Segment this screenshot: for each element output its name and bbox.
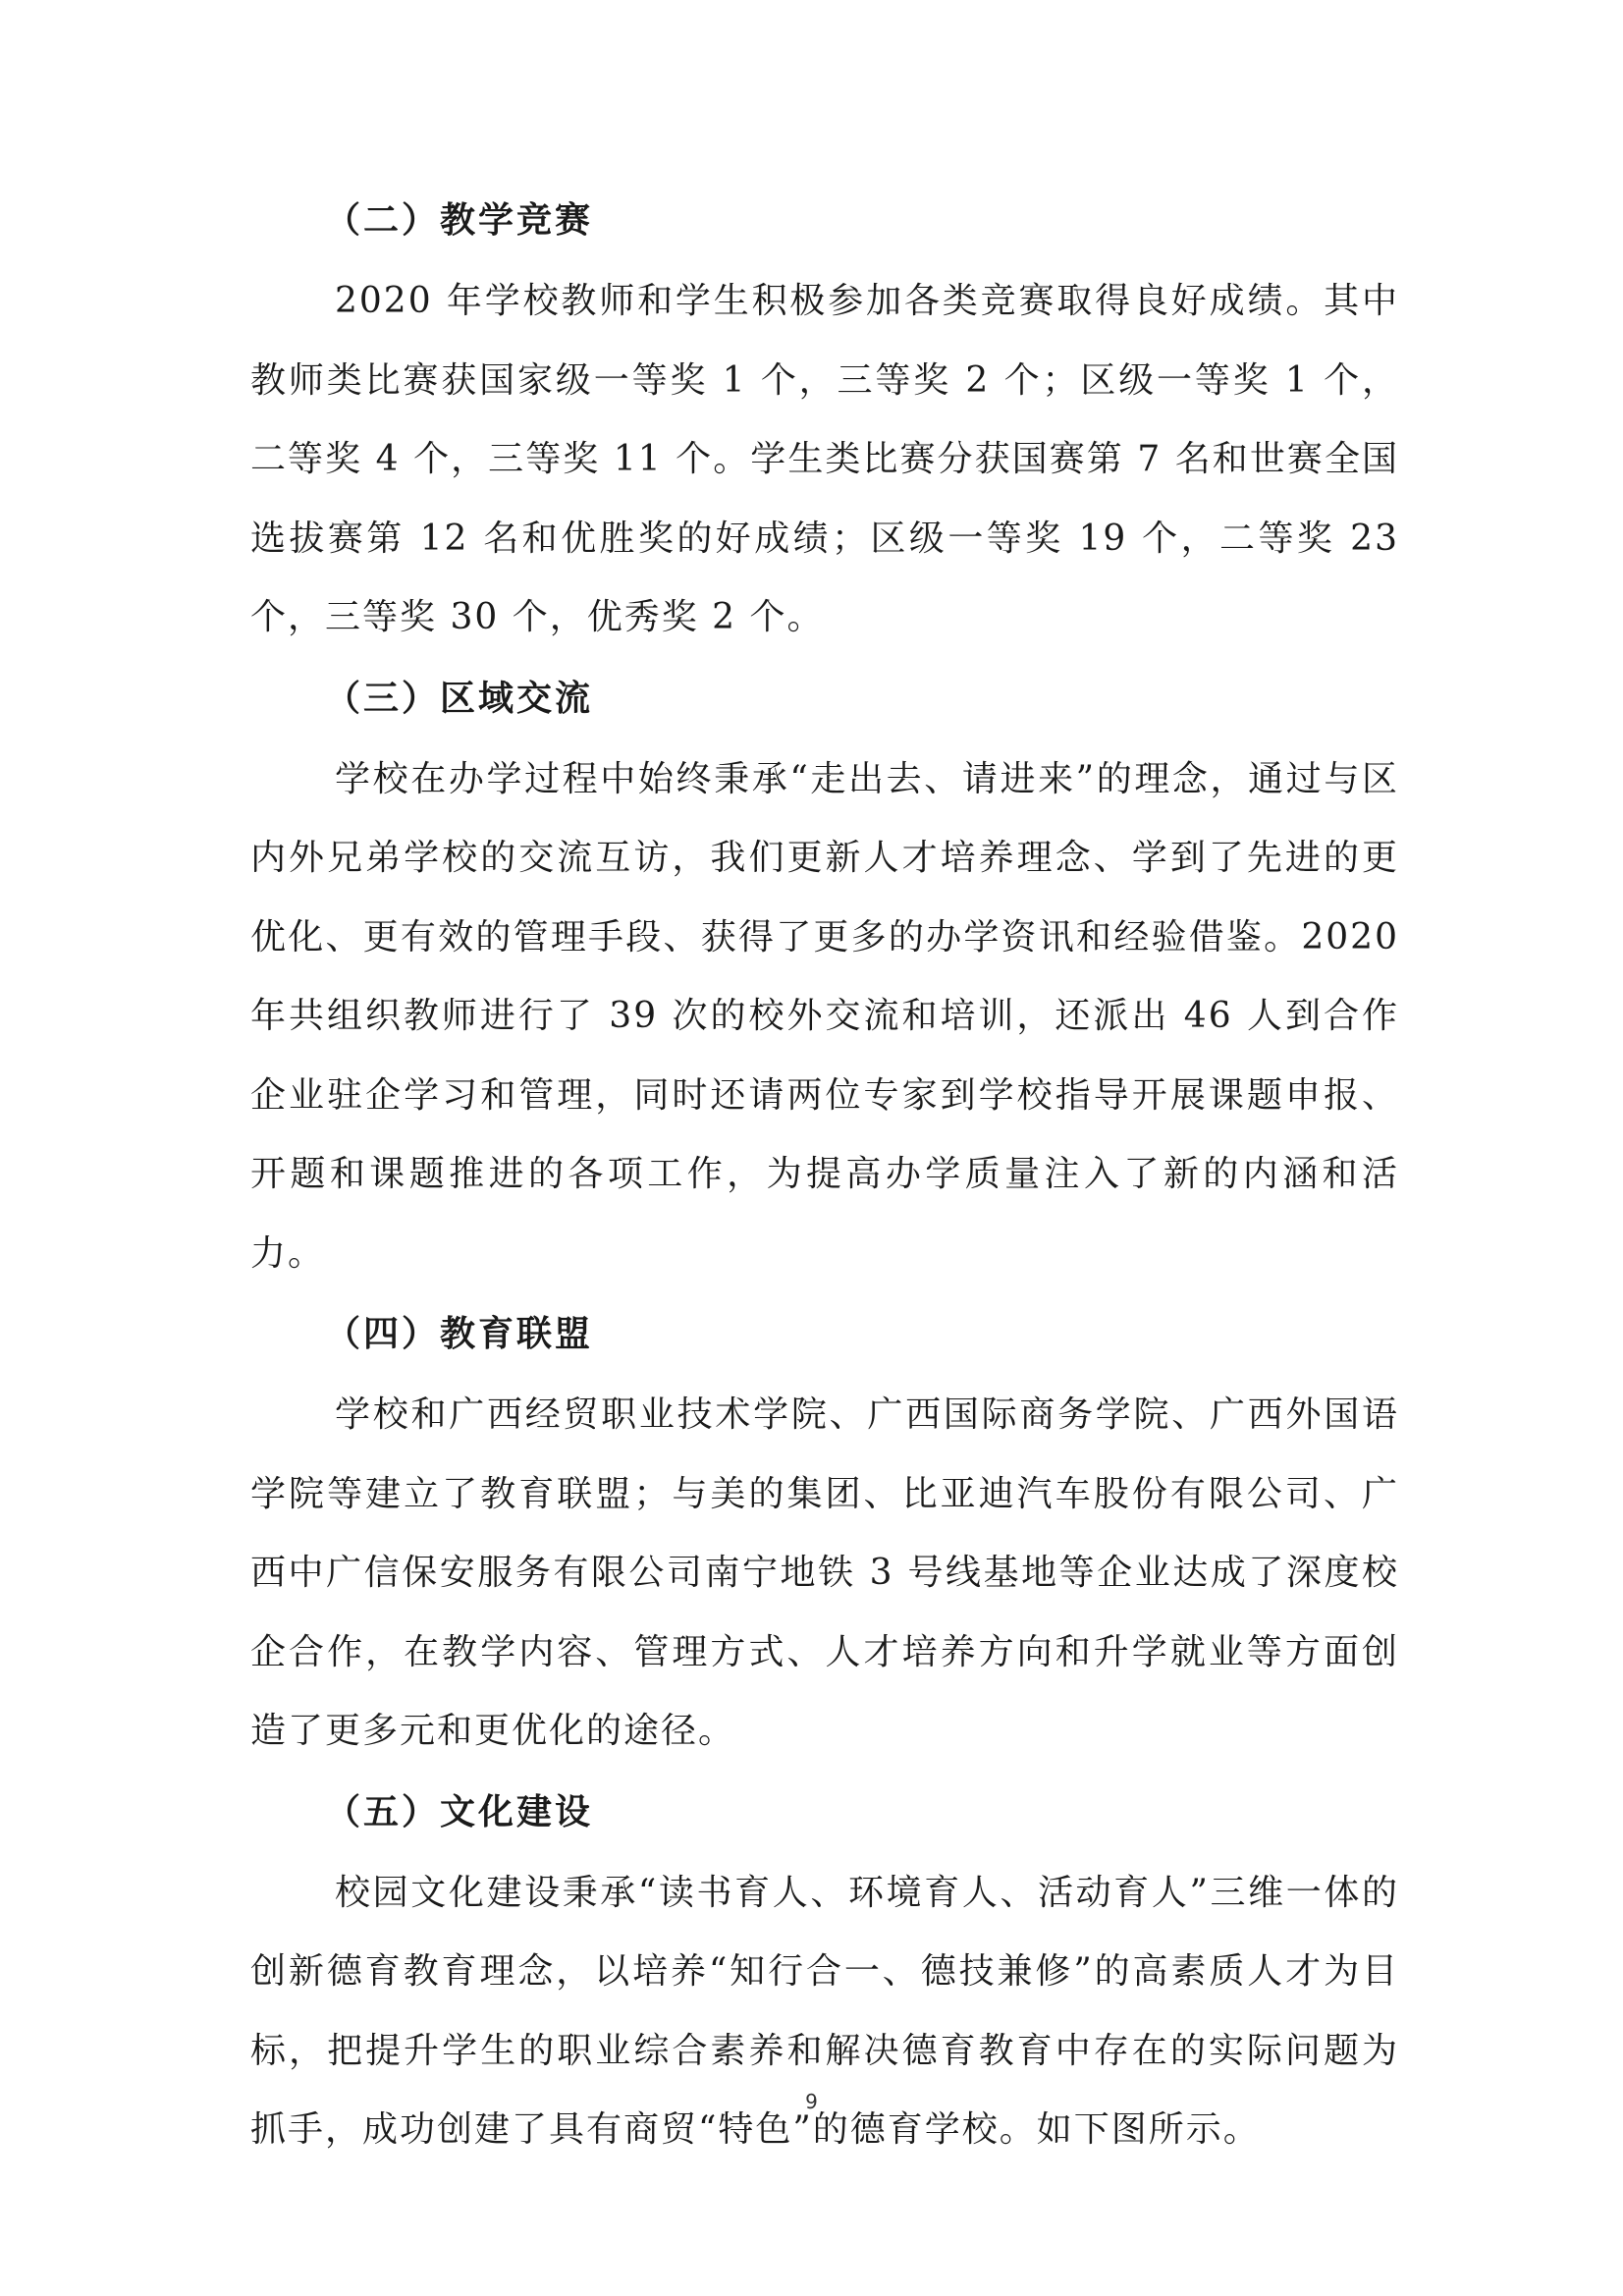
section-paragraph-education-alliance: 学校和广西经贸职业技术学院、广西国际商务学院、广西外国语学院等建立了教育联盟；与美的集团、比亚迪汽车股份有限公司、广西中广信保安服务有限公司南宁地铁 3 号线基地等企业达成了深度校企合作，在教学内容、管理方式、人才培养方向和升学就业等方面创造了更多元和更优化的途径。 bbox=[250, 1394, 1399, 1751]
section-heading-education-alliance: （四）教育联盟 bbox=[325, 1314, 594, 1354]
section-paragraph-culture-building: 校园文化建设秉承“读书育人、环境育人、活动育人”三维一体的创新德育教育理念，以培养“知行合一、德技兼修”的高素质人才为目标，把提升学生的职业综合素养和解决德育教育中存在的实际问题为抓手，成功创建了具有商贸“特色”的德育学校。如下图所示。 bbox=[250, 1872, 1399, 2150]
section-paragraph-teaching-competition: 2020 年学校教师和学生积极参加各类竞赛取得良好成绩。其中教师类比赛获国家级一等奖 1 个，三等奖 2 个；区级一等奖 1 个，二等奖 4 个，三等奖 11 个。学生类比赛分获国赛第 7 名和世赛全国选拔赛第 12 名和优胜奖的好成绩；区级一等奖 19 个，二等奖 23 个，三等奖 30 个，优秀奖 2 个。 bbox=[250, 281, 1399, 637]
section-heading-culture-building: （五）文化建设 bbox=[325, 1791, 594, 1832]
document-body bbox=[250, 201, 1399, 2170]
page-number: 9 bbox=[805, 2090, 818, 2113]
section-heading-regional-exchange: （三）区域交流 bbox=[325, 678, 594, 719]
section-paragraph-regional-exchange: 学校在办学过程中始终秉承“走出去、请进来”的理念，通过与区内外兄弟学校的交流互访，我们更新人才培养理念、学到了先进的更优化、更有效的管理手段、获得了更多的办学资讯和经验借鉴。2020 年共组织教师进行了 39 次的校外交流和培训，还派出 46 人到合作企业驻企学习和管理，同时还请两位专家到学校指导开展课题申报、开题和课题推进的各项工作，为提高办学质量注入了新的内涵和活力。 bbox=[250, 758, 1399, 1274]
section-heading-teaching-competition: （二）教学竞赛 bbox=[325, 200, 594, 241]
